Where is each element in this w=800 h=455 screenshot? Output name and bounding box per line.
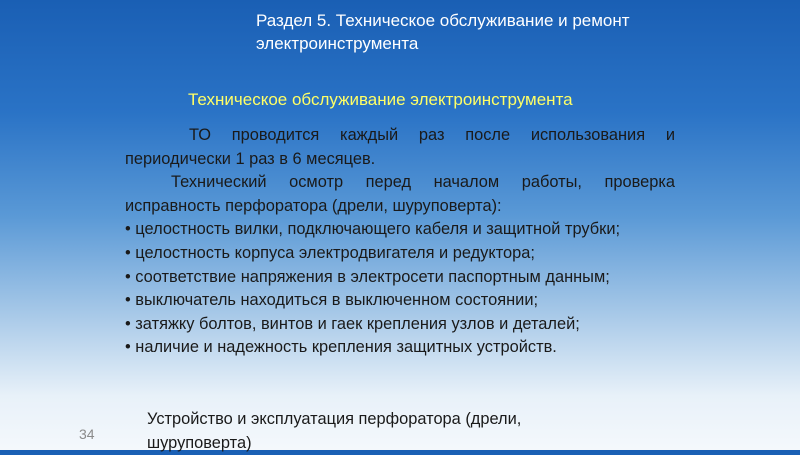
list-item: • затяжку болтов, винтов и гаек крепления узлов и деталей; bbox=[125, 314, 580, 333]
slide-subtitle: Техническое обслуживание электроинструмента bbox=[188, 90, 573, 109]
section-header bbox=[256, 9, 776, 55]
list-item: • целостность вилки, подключающего кабеля и защитной трубки; bbox=[125, 220, 621, 239]
footer-note-line1: Устройство и эксплуатация перфоратора (дрели, bbox=[147, 410, 522, 428]
footer-note bbox=[147, 408, 627, 455]
list-item: • целостность корпуса электродвигателя и редуктора; bbox=[125, 243, 535, 262]
list-item: • наличие и надежность крепления защитных устройств. bbox=[125, 338, 557, 357]
section-header-line1: Раздел 5. Техническое обслуживание и ремонт bbox=[256, 11, 630, 30]
footer-note-line2: шуруповерта) bbox=[147, 433, 252, 452]
page-number: 34 bbox=[79, 426, 95, 442]
list-item: • соответствие напряжения в электросети паспортным данным; bbox=[125, 267, 610, 286]
slide-body bbox=[125, 124, 675, 360]
body-paragraph-2: Технический осмотр перед началом работы, проверка исправность перфоратора (дрели, шуруповерта): bbox=[125, 173, 675, 215]
list-item: • выключатель находиться в выключенном состоянии; bbox=[125, 291, 539, 310]
body-paragraph-1: ТО проводится каждый раз после использования и периодически 1 раз в 6 месяцев. bbox=[125, 126, 675, 168]
section-header-line2: электроинструмента bbox=[256, 34, 419, 53]
